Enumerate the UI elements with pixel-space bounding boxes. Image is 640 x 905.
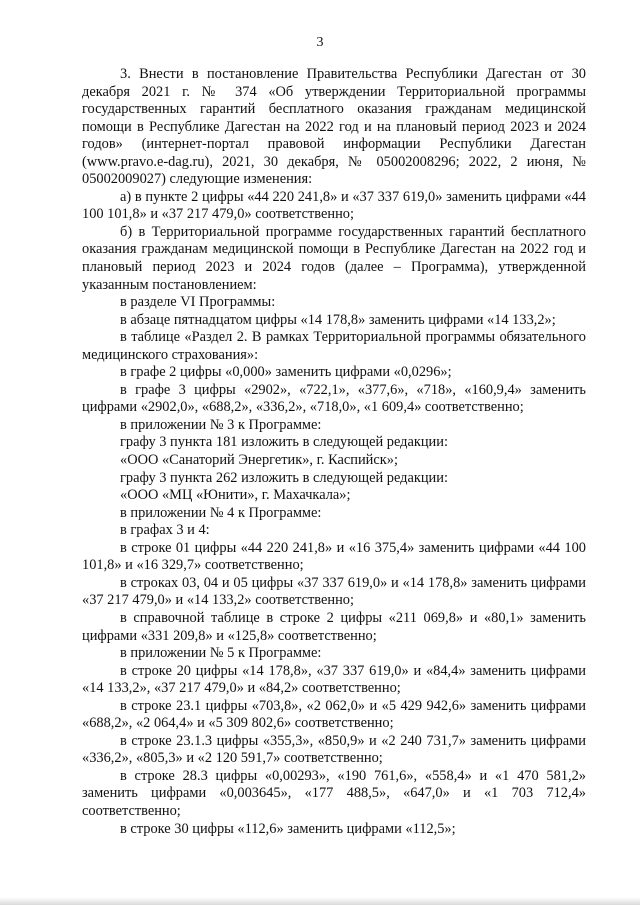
paragraph: в графе 3 цифры «2902», «722,1», «377,6», «718», «160,9,4» заменить цифрами «2902,0», «688,2», «336,2», «718,0», «1 609,4» соответственно;: [82, 381, 586, 416]
paragraph: 3. Внести в постановление Правительства Республики Дагестан от 30 декабря 2021 г. № 374 «Об утверждении Территориальной программы государственных гарантий бесплатного оказания гражданам медицинской помощи в Республике Дагестан на 2022 год и на плановый период 2023 и 2024 годов» (интернет-портал правовой информации Республики Дагестан (www.pravo.e-dag.ru), 2021, 30 декабря, № 05002008296; 2022, 2 июня, № 05002009027) следующие изменения:: [82, 66, 586, 188]
paragraph: в строке 01 цифры «44 220 241,8» и «16 375,4» заменить цифрами «44 100 101,8» и «16 329,7» соответственно;: [82, 539, 586, 574]
paragraph: в приложении № 3 к Программе:: [120, 416, 322, 433]
paragraph: «ООО «МЦ «Юнити», г. Махачкала»;: [120, 487, 351, 504]
paragraph: в справочной таблице в строке 2 цифры «211 069,8» и «80,1» заменить цифрами «331 209,8» и «125,8» соответственно;: [82, 609, 586, 644]
document-body: [82, 66, 586, 838]
paragraph: в таблице «Раздел 2. В рамках Территориальной программы обязательного медицинского страхования»:: [82, 329, 586, 363]
paragraph: б) в Территориальной программе государственных гарантий бесплатного оказания гражданам медицинской помощи в Республике Дагестан на 2022 год и плановый период 2023 и 2024 годов (далее – Программа), утвержденной указанным постановлением:: [82, 223, 586, 293]
scan-edge-shadow: [0, 897, 640, 905]
paragraph: графу 3 пункта 262 изложить в следующей редакции:: [120, 469, 448, 486]
paragraph: в абзаце пятнадцатом цифры «14 178,8» заменить цифрами «14 133,2»;: [120, 311, 556, 328]
paragraph: «ООО «Санаторий Энергетик», г. Каспийск»;: [120, 452, 398, 469]
paragraph: в строках 03, 04 и 05 цифры «37 337 619,0» и «14 178,8» заменить цифрами «37 217 479,0» и «14 133,2» соответственно;: [82, 574, 586, 609]
paragraph: в разделе VI Программы:: [120, 294, 276, 311]
paragraph: в строке 23.1.3 цифры «355,3», «850,9» и «2 240 731,7» заменить цифрами «336,2», «805,3» и «2 120 591,7» соответственно;: [82, 732, 586, 767]
paragraph: а) в пункте 2 цифры «44 220 241,8» и «37 337 619,0» заменить цифрами «44 100 101,8» и «37 217 479,0» соответственно;: [82, 188, 586, 223]
paragraph: графу 3 пункта 181 изложить в следующей редакции:: [120, 434, 448, 451]
paragraph: в приложении № 4 к Программе:: [120, 504, 322, 521]
paragraph: в строке 28.3 цифры «0,00293», «190 761,6», «558,4» и «1 470 581,2» заменить цифрами «0,003645», «177 488,5», «647,0» и «1 703 712,4» соответственно;: [82, 767, 586, 819]
page-number: 3: [316, 35, 324, 50]
paragraph: в графе 2 цифры «0,000» заменить цифрами «0,0296»;: [120, 364, 452, 381]
paragraph: в строке 20 цифры «14 178,8», «37 337 619,0» и «84,4» заменить цифрами «14 133,2», «37 217 479,0» и «84,2» соответственно;: [82, 662, 586, 697]
paragraph: в графах 3 и 4:: [120, 522, 210, 539]
paragraph: в строке 30 цифры «112,6» заменить цифрами «112,5»;: [120, 820, 456, 837]
paragraph: в строке 23.1 цифры «703,8», «2 062,0» и «5 429 942,6» заменить цифрами «688,2», «2 064,4» и «5 309 802,6» соответственно;: [82, 697, 586, 732]
paragraph: в приложении № 5 к Программе:: [120, 645, 322, 662]
